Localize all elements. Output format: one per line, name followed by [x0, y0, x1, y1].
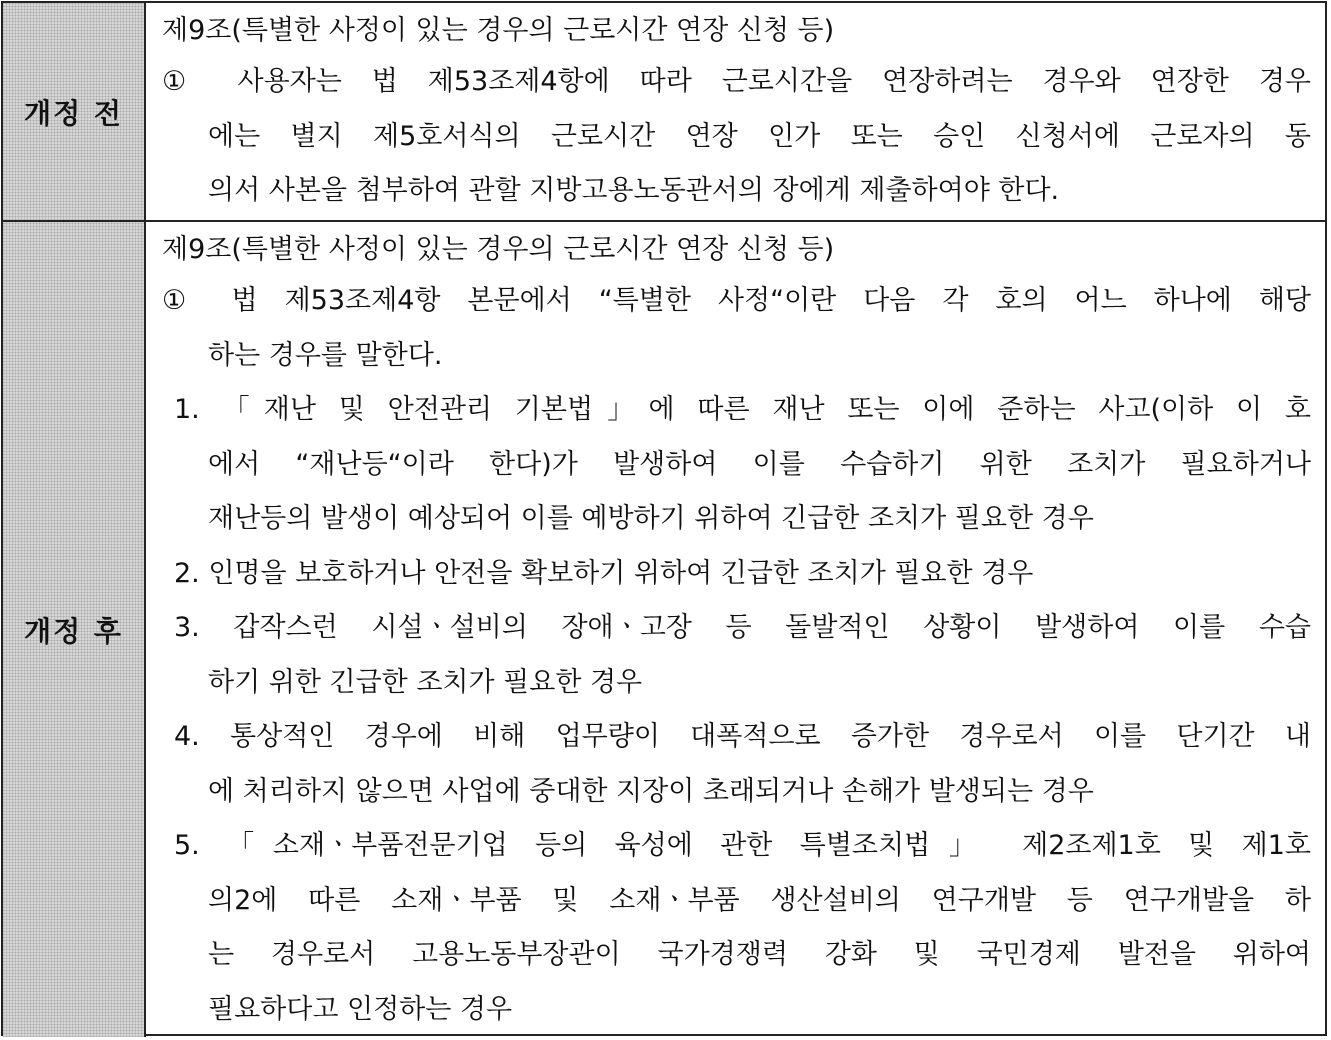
after-item-5-line: 필요하다고 인정하는 경우	[208, 993, 513, 1025]
after-item-5-line: 5. 「소재ㆍ부품전문기업 등의 육성에 관한 특별조치법」 제2조제1호 및 제1호	[174, 830, 1311, 861]
after-item-2-line: 2. 인명을 보호하거나 안전을 확보하기 위하여 긴급한 조치가 필요한 경우	[174, 557, 1034, 589]
before-paragraph-line: 의서 사본을 첨부하여 관할 지방고용노동관서의 장에게 제출하여야 한다.	[208, 175, 1060, 206]
before-paragraph-line: 에는 별지 제5호서식의 근로시간 연장 인가 또는 승인 신청서에 근로자의 동	[208, 120, 1311, 152]
after-item-3-line: 하기 위한 긴급한 조치가 필요한 경우	[208, 666, 643, 698]
after-item-4-line: 4. 통상적인 경우에 비해 업무량이 대폭적으로 증가한 경우로서 이를 단기간 내	[174, 721, 1311, 752]
after-item-5-line: 는 경우로서 고용노동부장관이 국가경쟁력 강화 및 국민경제 발전을 위하여	[208, 939, 1311, 970]
after-item-5-line: 의2에 따른 소재ㆍ부품 및 소재ㆍ부품 생산설비의 연구개발 등 연구개발을 하	[208, 884, 1311, 916]
amendment-comparison-table	[1, 1, 1327, 1036]
after-item-1-line: 에서 “재난등“이라 한다)가 발생하여 이를 수습하기 위한 조치가 필요하거나	[208, 448, 1311, 480]
before-label-cell	[3, 3, 146, 222]
before-label: 개정 전	[24, 96, 123, 130]
after-item-1-line: 1. 「재난 및 안전관리 기본법」에 따른 재난 또는 이에 준하는 사고(이하 이 호	[174, 394, 1311, 425]
after-paragraph-line: 하는 경우를 말한다.	[208, 339, 443, 371]
after-article-title: 제9조(특별한 사정이 있는 경우의 근로시간 연장 신청 등)	[162, 234, 835, 265]
after-item-3-line: 3. 갑작스런 시설ㆍ설비의 장애ㆍ고장 등 돌발적인 상황이 발생하여 이를 수습	[174, 612, 1311, 643]
before-content-cell	[146, 3, 1325, 222]
before-article-title: 제9조(특별한 사정이 있는 경우의 근로시간 연장 신청 등)	[162, 15, 835, 46]
after-item-1-line: 재난등의 발생이 예상되어 이를 예방하기 위하여 긴급한 조치가 필요한 경우	[208, 503, 1094, 534]
after-label-cell	[3, 222, 146, 1037]
after-item-4-line: 에 처리하지 않으면 사업에 중대한 지장이 초래되거나 손해가 발생되는 경우	[208, 775, 1094, 807]
after-content-cell	[146, 222, 1325, 1037]
before-paragraph-line: ① 사용자는 법 제53조제4항에 따라 근로시간을 연장하려는 경우와 연장한 경우	[162, 66, 1311, 97]
after-paragraph-line: ① 법 제53조제4항 본문에서 “특별한 사정“이란 다음 각 호의 어느 하나에 해당	[162, 285, 1311, 316]
after-label: 개정 후	[24, 614, 123, 648]
